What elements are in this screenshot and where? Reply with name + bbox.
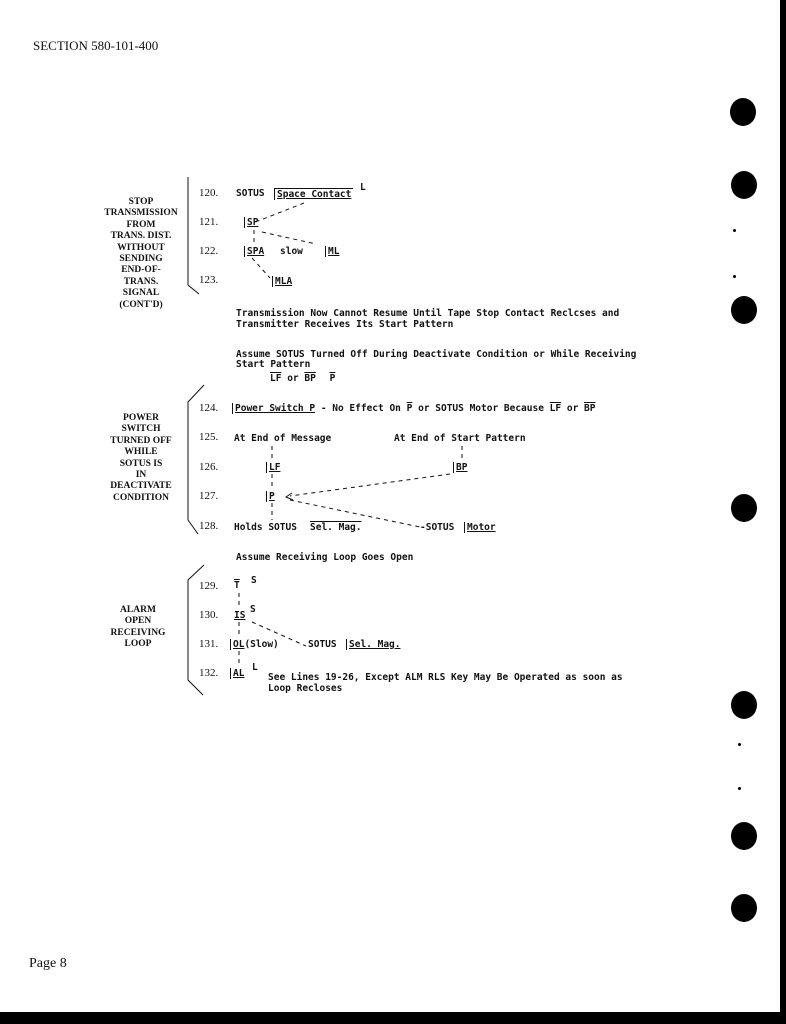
relay-is: IS — [234, 610, 246, 621]
start-pattern-codes: $\overline{LF}$ or $\overline{BP}$ $\overline{P}$ — [270, 373, 336, 384]
line-124-text: Power Switch P - No Effect On $\overline{P}$ or SOTUS Motor Because $\overline{LF}$ or $\overline{BP}$ — [232, 403, 596, 414]
s-superscript: S — [250, 604, 256, 615]
side-label-power-switch: POWER SWITCH TURNED OFF WHILE SOTUS IS IN DEACTIVATE CONDITION — [110, 413, 172, 503]
side-label-alarm: ALARM OPEN RECEIVING LOOP — [110, 605, 166, 650]
relay-t: $\overline{T}$ — [234, 580, 240, 591]
note-assume-sotus-cont: Start Pattern — [236, 359, 311, 370]
space-contact-relay: Space Contact — [274, 188, 353, 200]
line-number: 126. — [199, 461, 219, 473]
relay-ml: ML — [325, 246, 339, 257]
at-end-of-message: At End of Message — [234, 433, 332, 444]
release-superscript: L — [360, 182, 366, 193]
sotus-motor-label: -SOTUS — [420, 522, 455, 533]
page-number: Page 8 — [29, 956, 67, 971]
note-receiving-loop: Assume Receiving Loop Goes Open — [236, 552, 414, 563]
section-header: SECTION 580-101-400 — [33, 38, 159, 53]
relay-motor: Motor — [464, 522, 496, 533]
relay-sp: SP — [244, 217, 258, 228]
line-number: 122. — [199, 245, 219, 257]
sel-mag: Sel. Mag. — [310, 522, 362, 533]
line-number: 124. — [199, 402, 219, 414]
sotus-label: SOTUS — [236, 188, 265, 199]
note-transmission: Transmission Now Cannot Resume Until Tape Stop Contact Reclcses and — [236, 308, 620, 319]
line-number: 130. — [199, 609, 219, 621]
note-see-lines: See Lines 19-26, Except ALM RLS Key May Be Operated as soon as — [268, 672, 623, 683]
relay-ol-slow: OL(Slow) — [230, 639, 279, 650]
line-number: 125. — [199, 431, 219, 443]
slow-label: slow — [280, 246, 303, 257]
relay-sel-mag: Sel. Mag. — [346, 639, 400, 650]
relay-lf: LF — [266, 462, 280, 473]
relay-p: P — [266, 491, 275, 502]
line-number: 132. — [199, 667, 219, 679]
s-superscript: S — [251, 575, 257, 586]
sotus-131: SOTUS — [308, 639, 337, 650]
line-number: 120. — [199, 187, 219, 199]
note-assume-sotus: Assume SOTUS Turned Off During Deactivate Condition or While Receiving — [236, 349, 637, 360]
line-number: 123. — [199, 274, 219, 286]
note-see-lines-cont: Loop Recloses — [268, 683, 343, 694]
line-number: 131. — [199, 638, 219, 650]
relay-bp: BP — [453, 462, 467, 473]
line-number: 128. — [199, 520, 219, 532]
at-end-of-start-pattern: At End of Start Pattern — [394, 433, 526, 444]
l-superscript: L — [252, 662, 258, 673]
relay-spa: SPA — [244, 246, 264, 257]
line-number: 129. — [199, 580, 219, 592]
holds-sotus: Holds SOTUS — [234, 522, 297, 533]
relay-mla: MLA — [272, 276, 292, 287]
relay-al: AL — [230, 668, 244, 679]
line-number: 127. — [199, 490, 219, 502]
line-number: 121. — [199, 216, 219, 228]
side-label-stop-transmission: STOP TRANSMISSION FROM TRANS. DIST. WITHOUT SENDING END-OF- TRANS. SIGNAL (CONT'D) — [104, 197, 178, 310]
note-transmission-cont: Transmitter Receives Its Start Pattern — [236, 319, 454, 330]
